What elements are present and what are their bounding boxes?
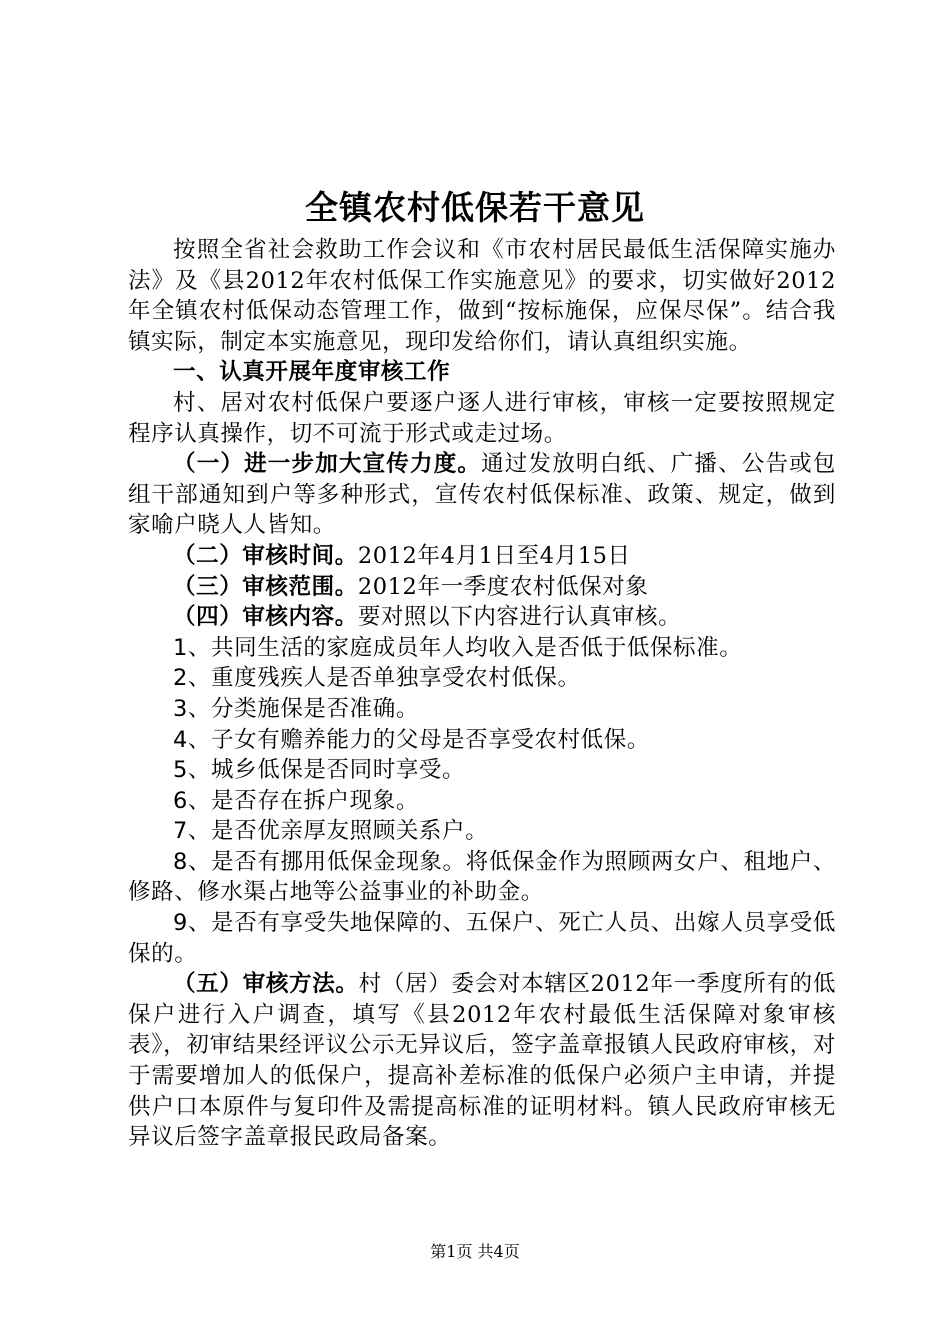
check-item-5: 5、城乡低保是否同时享受。 (173, 757, 466, 784)
check-lead-8: 8、是否有挪用低保金现象。 (173, 848, 466, 875)
document-title: 全镇农村低保若干意见 (305, 188, 645, 227)
item-lead-4: （四）审核内容。 (173, 604, 358, 631)
item-text-2: 2012年4月1日至4月15日 (357, 542, 631, 569)
check-item-9: 9、是否有享受失地保障的、五保户、死亡人员、出嫁人员享受低保的。 (128, 910, 836, 967)
section-heading: 一、认真开展年度审核工作 (173, 359, 451, 386)
item-lead-1: （一）进一步加大宣传力度。 (173, 451, 482, 478)
item-lead-5: （五）审核方法。 (173, 971, 359, 998)
page-footer: 第1页 共4页 (430, 1242, 520, 1261)
item-text-3: 2012年一季度农村低保对象 (357, 573, 649, 600)
item-text-1: 通过发放明白纸、广播、公告或包组干部通知到户等多种形式，宣传农村低保标准、政策、规定，做到家喻户晓人人皆知。 (128, 451, 836, 539)
item-lead-3: （三）审核范围。 (173, 573, 358, 600)
item-paragraph-2 (128, 541, 836, 572)
check-item-7: 7、是否优亲厚友照顾关系户。 (173, 818, 489, 845)
intro-paragraph: 按照全省社会救助工作会议和《市农村居民最低生活保障实施办法》及《县2012年农村低保工作实施意见》的要求，切实做好2012年全镇农村低保动态管理工作，做到“按标施保，应保尽保”。结合我镇实际，制定本实施意见，现印发给你们，请认真组织实施。 (128, 237, 836, 355)
check-item-4: 4、子女有赡养能力的父母是否享受农村低保。 (173, 726, 650, 753)
section-paragraph: 村、居对农村低保户要逐户逐人进行审核，审核一定要按照规定程序认真操作，切不可流于形式或走过场。 (128, 389, 836, 447)
item-paragraph-5 (128, 969, 836, 1153)
item-text-4: 要对照以下内容进行认真审核。 (357, 604, 682, 631)
item-paragraph-4 (128, 602, 836, 633)
check-text-8: 将低保金作为照顾两女户、租地户、修路、修水渠占地等公益事业的补助金。 (128, 848, 836, 906)
document-body (128, 235, 836, 1153)
item-paragraph-1 (128, 449, 836, 541)
check-item-2: 2、重度残疾人是否单独享受农村低保。 (173, 665, 581, 692)
item-text-5: 村（居）委会对本辖区2012年一季度所有的低保户进行入户调查，填写《县2012年农村最低生活保障对象审核表》，初审结果经评议公示无异议后，签字盖章报镇人民政府审核，对于需要增加人的低保户，提高补差标准的低保户必须户主申请，并提供户口本原件与复印件及需提高标准的证明材料。镇人民政府审核无异议后签字盖章报民政局备案。 (128, 971, 836, 1151)
check-item-3: 3、分类施保是否准确。 (173, 695, 419, 722)
item-paragraph-3 (128, 572, 836, 603)
check-item-8 (128, 847, 836, 908)
check-item-1: 1、共同生活的家庭成员年人均收入是否低于低保标准。 (173, 634, 743, 661)
item-lead-2: （二）审核时间。 (173, 542, 358, 569)
check-item-6: 6、是否存在拆户现象。 (173, 787, 419, 814)
